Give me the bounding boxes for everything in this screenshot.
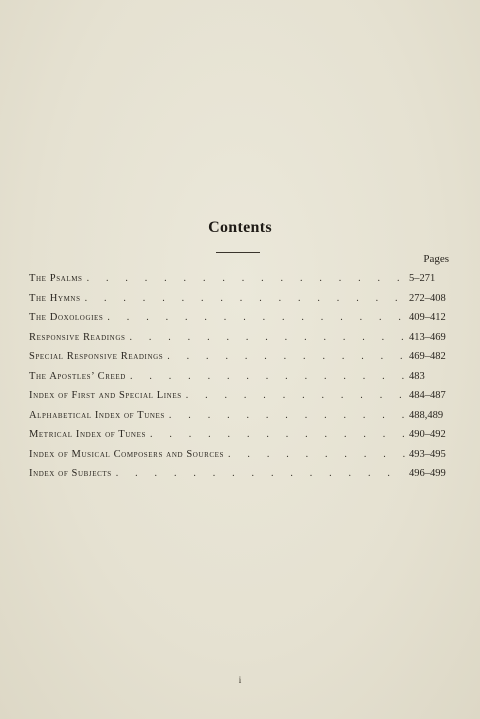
- dot-leader: [167, 350, 407, 364]
- page-number: i: [238, 675, 242, 685]
- toc-entry-pages: 413–469: [409, 331, 446, 343]
- toc-entry-pages: 409–412: [409, 312, 446, 323]
- toc-entry-title: Alphabetical Index of Tunes: [29, 409, 165, 421]
- toc-entry-title: Responsive Readings: [29, 331, 126, 343]
- toc-entry-pages: 272–408: [409, 292, 446, 304]
- toc-entry-pages: 493–495: [409, 448, 446, 460]
- pages-column-heading: Pages: [423, 253, 449, 265]
- toc-entry-title: The Hymns: [29, 292, 81, 304]
- toc-entry-psalms[interactable]: [29, 272, 449, 292]
- toc-entry-hymns[interactable]: [29, 292, 449, 312]
- dot-leader: [228, 448, 407, 462]
- toc-entry-index-first-lines[interactable]: [29, 389, 449, 409]
- toc-entry-metrical-index-tunes[interactable]: [29, 428, 449, 448]
- toc-entry-pages: 484–487: [409, 390, 446, 401]
- title-rule: [216, 252, 260, 253]
- dot-leader: [85, 292, 407, 306]
- dot-leader: [130, 370, 407, 384]
- toc-entry-doxologies[interactable]: [29, 311, 449, 331]
- toc-entry-apostles-creed[interactable]: [29, 370, 449, 390]
- toc-entry-title: Index of First and Special Lines: [29, 390, 182, 401]
- toc-entry-title: Special Responsive Readings: [29, 351, 164, 362]
- dot-leader: [169, 409, 407, 423]
- toc-entry-title: The Psalms: [29, 273, 83, 284]
- dot-leader: [150, 428, 407, 442]
- page-title: Contents: [208, 219, 272, 236]
- toc-entry-pages: 5–271: [409, 273, 436, 284]
- toc-entry-title: The Doxologies: [29, 312, 104, 323]
- toc-entry-title: Index of Subjects: [29, 468, 112, 479]
- toc-entry-title: The Apostles’ Creed: [29, 370, 126, 382]
- toc-entry-pages: 488,489: [409, 409, 444, 421]
- toc-entry-special-responsive-readings[interactable]: [29, 350, 449, 370]
- toc-entry-title: Index of Musical Composers and Sources: [29, 448, 225, 460]
- toc-entry-pages: 469–482: [409, 351, 446, 362]
- dot-leader: [116, 467, 407, 481]
- toc-entry-pages: 483: [409, 370, 425, 382]
- toc-entry-alphabetical-index-tunes[interactable]: [29, 409, 449, 429]
- dot-leader: [107, 311, 407, 325]
- dot-leader: [87, 272, 407, 286]
- toc-entry-pages: 490–492: [409, 429, 446, 440]
- toc-entry-pages: 496–499: [409, 468, 446, 479]
- toc-entry-index-composers[interactable]: [29, 448, 449, 468]
- toc-entry-index-subjects[interactable]: [29, 467, 449, 487]
- dot-leader: [129, 331, 407, 345]
- contents-list: [29, 272, 449, 487]
- dot-leader: [186, 389, 407, 403]
- toc-entry-title: Metrical Index of Tunes: [29, 429, 146, 440]
- toc-entry-responsive-readings[interactable]: [29, 331, 449, 351]
